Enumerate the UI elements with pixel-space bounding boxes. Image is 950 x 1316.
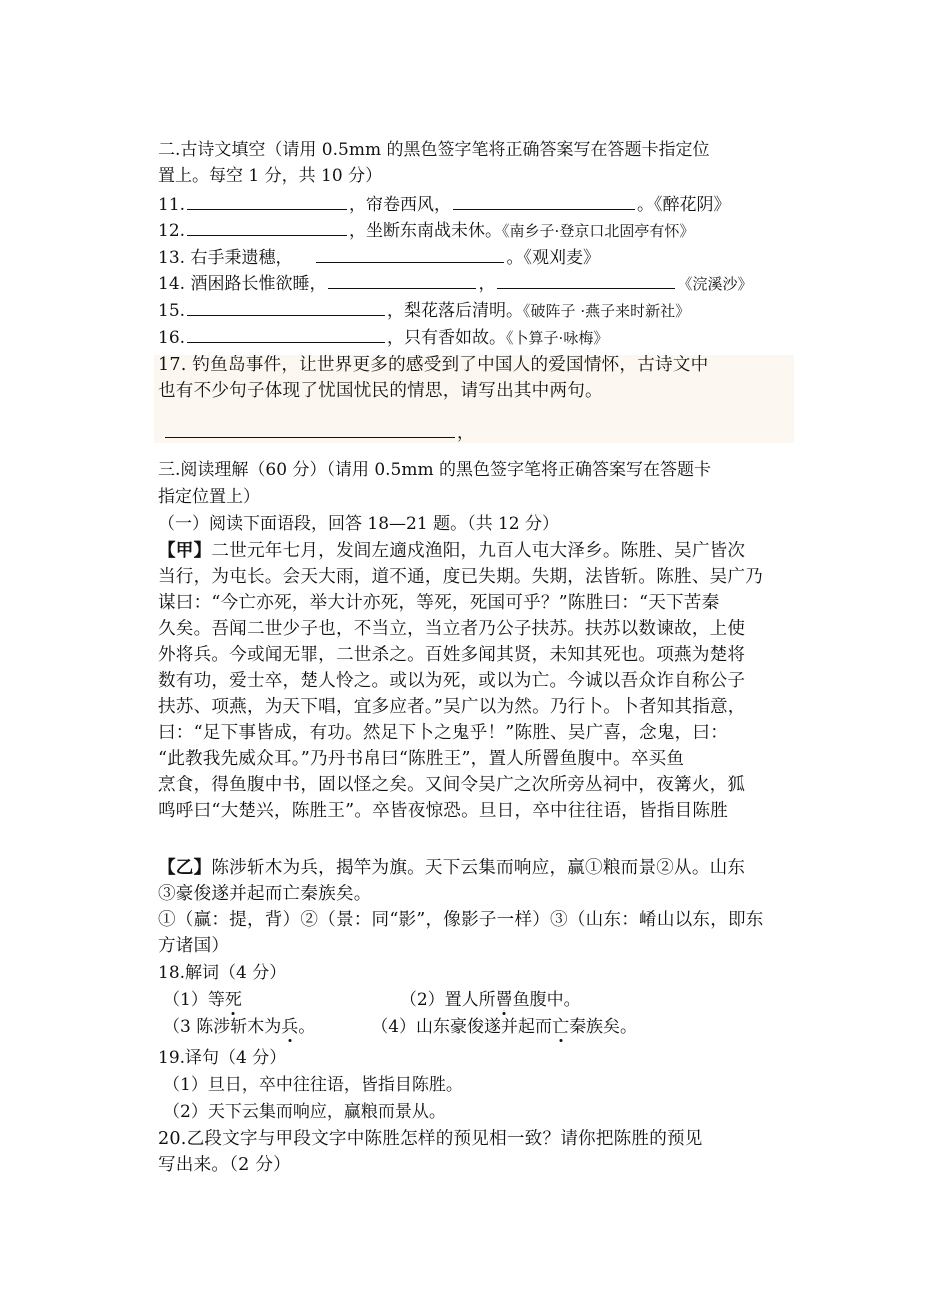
q15-mid: ，梨花落后清明。: [387, 301, 524, 321]
q18-dotted-word-2: 罾: [495, 990, 513, 1010]
q18-row2: （3 陈涉斩木为兵。 （4）山东豪俊遂并起而亡秦族矣。: [163, 1017, 638, 1037]
q20-line2: 写出来。（2 分）: [158, 1155, 291, 1175]
q17-line1: 17. 钓鱼岛事件，让世界更多的感受到了中国人的爱国情怀，古诗文中: [158, 355, 709, 375]
q14-blank-1[interactable]: [328, 269, 476, 289]
jia-line-10: 烹食，得鱼腹中书，固以怪之矣。又间令吴广之次所旁丛祠中，夜篝火，狐: [158, 775, 746, 795]
question-13: [158, 243, 600, 271]
question-16: [158, 323, 608, 351]
q12-source: 《南乡子·登京口北固亭有怀》: [502, 222, 695, 240]
q15-source: 《破阵子 ·燕子来时新社》: [523, 302, 691, 320]
jia-line-5: 外将兵。今或闻无罪，二世杀之。百姓多闻其贤，未知其死也。项燕为楚将: [158, 645, 746, 665]
q15-blank[interactable]: [187, 296, 385, 316]
jia-label: 【甲】: [158, 540, 212, 561]
q18-title: 18.解词（4 分）: [158, 963, 287, 983]
q13-prompt: 13. 右手秉遗穗，: [158, 248, 293, 268]
q20-line1: 20.乙段文字与甲段文字中陈胜怎样的预见相一致？请你把陈胜的预见: [158, 1129, 703, 1149]
q12-number: 12.: [158, 221, 186, 241]
q14-source: 《浣溪沙》: [677, 275, 753, 293]
q18-row1: （1）等死 （2）置人所罾鱼腹中。: [163, 990, 581, 1010]
q11-mid: ，帘卷西风，: [349, 195, 452, 215]
q14-prompt: 14. 酒困路长惟欲睡，: [158, 274, 327, 294]
q13-source: 。《观刈麦》: [506, 248, 600, 268]
jia-line-1: 【甲】二世元年七月，发闾左適戍渔阳，九百人屯大泽乡。陈胜、吴广皆次: [158, 540, 746, 561]
q11-source: 。《醉花阴》: [637, 195, 731, 215]
q18-dotted-word-3: 兵: [281, 1017, 299, 1037]
section2-title-line1: 二.古诗文填空（请用 0.5mm 的黑色签字笔将正确答案写在答题卡指定位: [158, 140, 710, 160]
jia-line-8: 曰：“足下事皆成，有功。然足下卜之鬼乎！”陈胜、吴广喜，念鬼，曰：: [158, 723, 728, 743]
section3-title-line1: 三.阅读理解（60 分）（请用 0.5mm 的黑色签字笔将正确答案写在答题卡: [158, 460, 712, 480]
jia-line-4: 久矣。吾闻二世少子也，不当立，当立者乃公子扶苏。扶苏以数谏故，上使: [158, 619, 746, 639]
question-12: [158, 216, 694, 244]
q11-number: 11.: [158, 195, 186, 215]
yi-note-1: ①（赢：提，背）②（景：同“影”，像影子一样）③（山东：崤山以东，即东: [158, 910, 764, 930]
q12-blank[interactable]: [187, 216, 347, 236]
yi-line-2: ③豪俊遂并起而亡秦族矣。: [158, 884, 372, 904]
q17-blank[interactable]: [165, 418, 455, 438]
section2-title-line2: 置上。每空 1 分，共 10 分）: [158, 166, 383, 186]
section3-title-line2: 指定位置上）: [158, 487, 260, 507]
jia-line-11: 鸣呼曰“大楚兴，陈胜王”。卒皆夜惊恐。旦日，卒中往往语，皆指目陈胜: [158, 801, 728, 821]
q14-blank-2[interactable]: [497, 269, 675, 289]
q15-number: 15.: [158, 301, 186, 321]
yi-label: 【乙】: [158, 857, 212, 878]
q19-title: 19.译句（4 分）: [158, 1048, 287, 1068]
jia-line-3: 谋曰：“今亡亦死，举大计亦死，等死，死国可乎？”陈胜曰：“天下苦秦: [158, 593, 720, 613]
question-15: [158, 296, 690, 324]
q17-answer: [163, 418, 474, 446]
q11-blank-1[interactable]: [187, 190, 347, 210]
section3-sub1: （一）阅读下面语段，回答 18—21 题。（共 12 分）: [158, 514, 560, 534]
q16-source: 《卜算子·咏梅》: [506, 329, 609, 347]
q16-number: 16.: [158, 328, 186, 348]
q14-mid: ，: [478, 274, 496, 294]
q12-mid: ，坐断东南战未休。: [349, 221, 503, 241]
q19-item-2: （2）天下云集而响应，赢粮而景从。: [163, 1102, 446, 1122]
question-14: [158, 269, 752, 297]
q17-line2: 也有不少句子体现了忧国忧民的情思，请写出其中两句。: [158, 381, 603, 401]
q17-comma: ，: [457, 423, 474, 443]
q16-blank[interactable]: [187, 323, 385, 343]
q18-dotted-word-4: 亡: [552, 1017, 570, 1037]
yi-note-2: 方诸国）: [158, 936, 230, 956]
jia-line-7: 扶苏、项燕，为天下唱，宜多应者。”吴广以为然。乃行卜。卜者知其指意，: [158, 697, 746, 717]
q11-blank-2[interactable]: [453, 190, 635, 210]
yi-line-1: 【乙】陈涉斩木为兵，揭竿为旗。天下云集而响应，赢①粮而景②从。山东: [158, 857, 746, 878]
jia-line-6: 数有功，爱士卒，楚人怜之。或以为死，或以为亡。今诚以吾众诈自称公子: [158, 671, 746, 691]
q16-mid: ，只有香如故。: [387, 328, 507, 348]
question-11: [158, 190, 731, 218]
q18-dotted-word-1: 死: [224, 990, 242, 1010]
q19-item-1: （1）旦日，卒中往往语，皆指目陈胜。: [163, 1075, 463, 1095]
jia-line-2: 当行，为屯长。会天大雨，道不通，度已失期。失期，法皆斩。陈胜、吴广乃: [158, 567, 763, 587]
q13-blank[interactable]: [316, 243, 504, 263]
jia-line-9: “此教我先威众耳。”乃丹书帛曰“陈胜王”，置人所罾鱼腹中。卒买鱼: [158, 749, 685, 769]
